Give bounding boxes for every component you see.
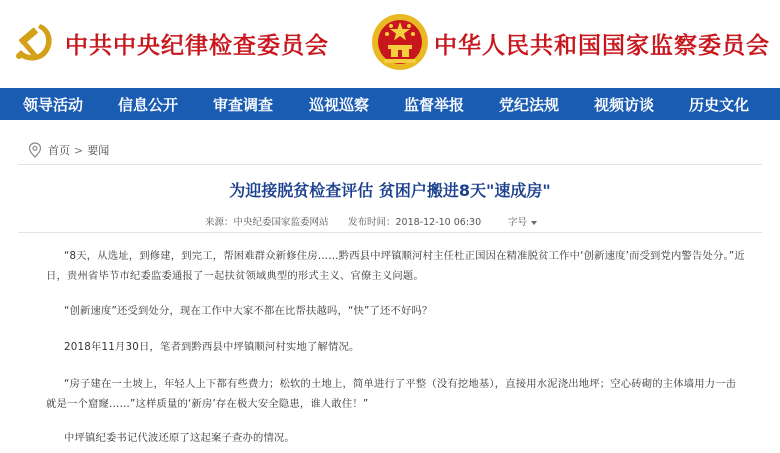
breadcrumb-home[interactable]: 首页 — [48, 144, 70, 157]
breadcrumb-separator: > — [74, 143, 84, 157]
location-pin-icon — [28, 142, 42, 158]
national-emblem-icon[interactable] — [370, 12, 430, 72]
font-size-label: 字号 — [508, 217, 528, 228]
nav-item-inspection[interactable]: 巡视巡察 — [309, 96, 370, 114]
chevron-down-icon — [531, 221, 537, 225]
article-source: 来源：中央纪委国家监委网站 — [205, 217, 329, 228]
ccdi-title[interactable]: 中共中央纪律检查委员会 — [65, 32, 329, 59]
nav-item-info-disclosure[interactable]: 信息公开 — [118, 96, 179, 114]
article-published: 发布时间：2018-12-10 06:30 — [348, 217, 482, 228]
nav-item-history[interactable]: 历史文化 — [689, 96, 750, 114]
article-title: 为迎接脱贫检查评估 贫困户搬进8天"速成房" — [229, 181, 551, 200]
breadcrumb — [28, 142, 109, 158]
nsc-title[interactable]: 中华人民共和国国家监察委员会 — [434, 32, 770, 59]
article-paragraph: “创新速度”还受到处分，现在工作中大家不都在比帮扶越吗，“快”了还不好吗？ — [64, 305, 433, 317]
font-size-selector[interactable] — [508, 214, 537, 228]
divider — [18, 164, 762, 165]
site-header — [0, 0, 780, 88]
nav-item-report[interactable]: 监督举报 — [404, 96, 465, 114]
breadcrumb-current[interactable]: 要闻 — [87, 144, 110, 157]
nav-item-leadership[interactable]: 领导活动 — [23, 96, 84, 114]
nav-item-investigation[interactable]: 审查调查 — [213, 96, 274, 114]
article-paragraph: 2018年11月30日，笔者到黔西县中坪镇顺河村实地了解情况。 — [64, 341, 360, 353]
nav-item-regulations[interactable]: 党纪法规 — [499, 96, 560, 114]
article-paragraph: 中坪镇纪委书记代波还原了这起案子查办的情况。 — [64, 432, 295, 444]
nav-item-video[interactable]: 视频访谈 — [594, 96, 655, 114]
hammer-sickle-icon[interactable] — [10, 18, 56, 64]
divider — [18, 232, 762, 233]
main-nav — [0, 88, 780, 120]
article-paragraph: “8天，从选址，到修建，到完工，帮困难群众新修住房……黔西县中坪镇顺河村主任杜正国因在精准脱贫工作中‘创新速度’而受到党内警告处分。”近日，贵州省毕节市纪委监委通报了一起扶贫领域典型的形式主义、官僚主义问题。 — [46, 250, 745, 282]
article-paragraph: “房子建在一土坡上，年轻人上下都有些费力；松软的土地上，简单进行了平整（没有挖地基），直接用水泥浇出地坪；空心砖砌的主体墙用力一击就是一个窟窿……”这样质量的‘新房’存在极大安全隐患，谁人敢住！” — [46, 378, 737, 410]
